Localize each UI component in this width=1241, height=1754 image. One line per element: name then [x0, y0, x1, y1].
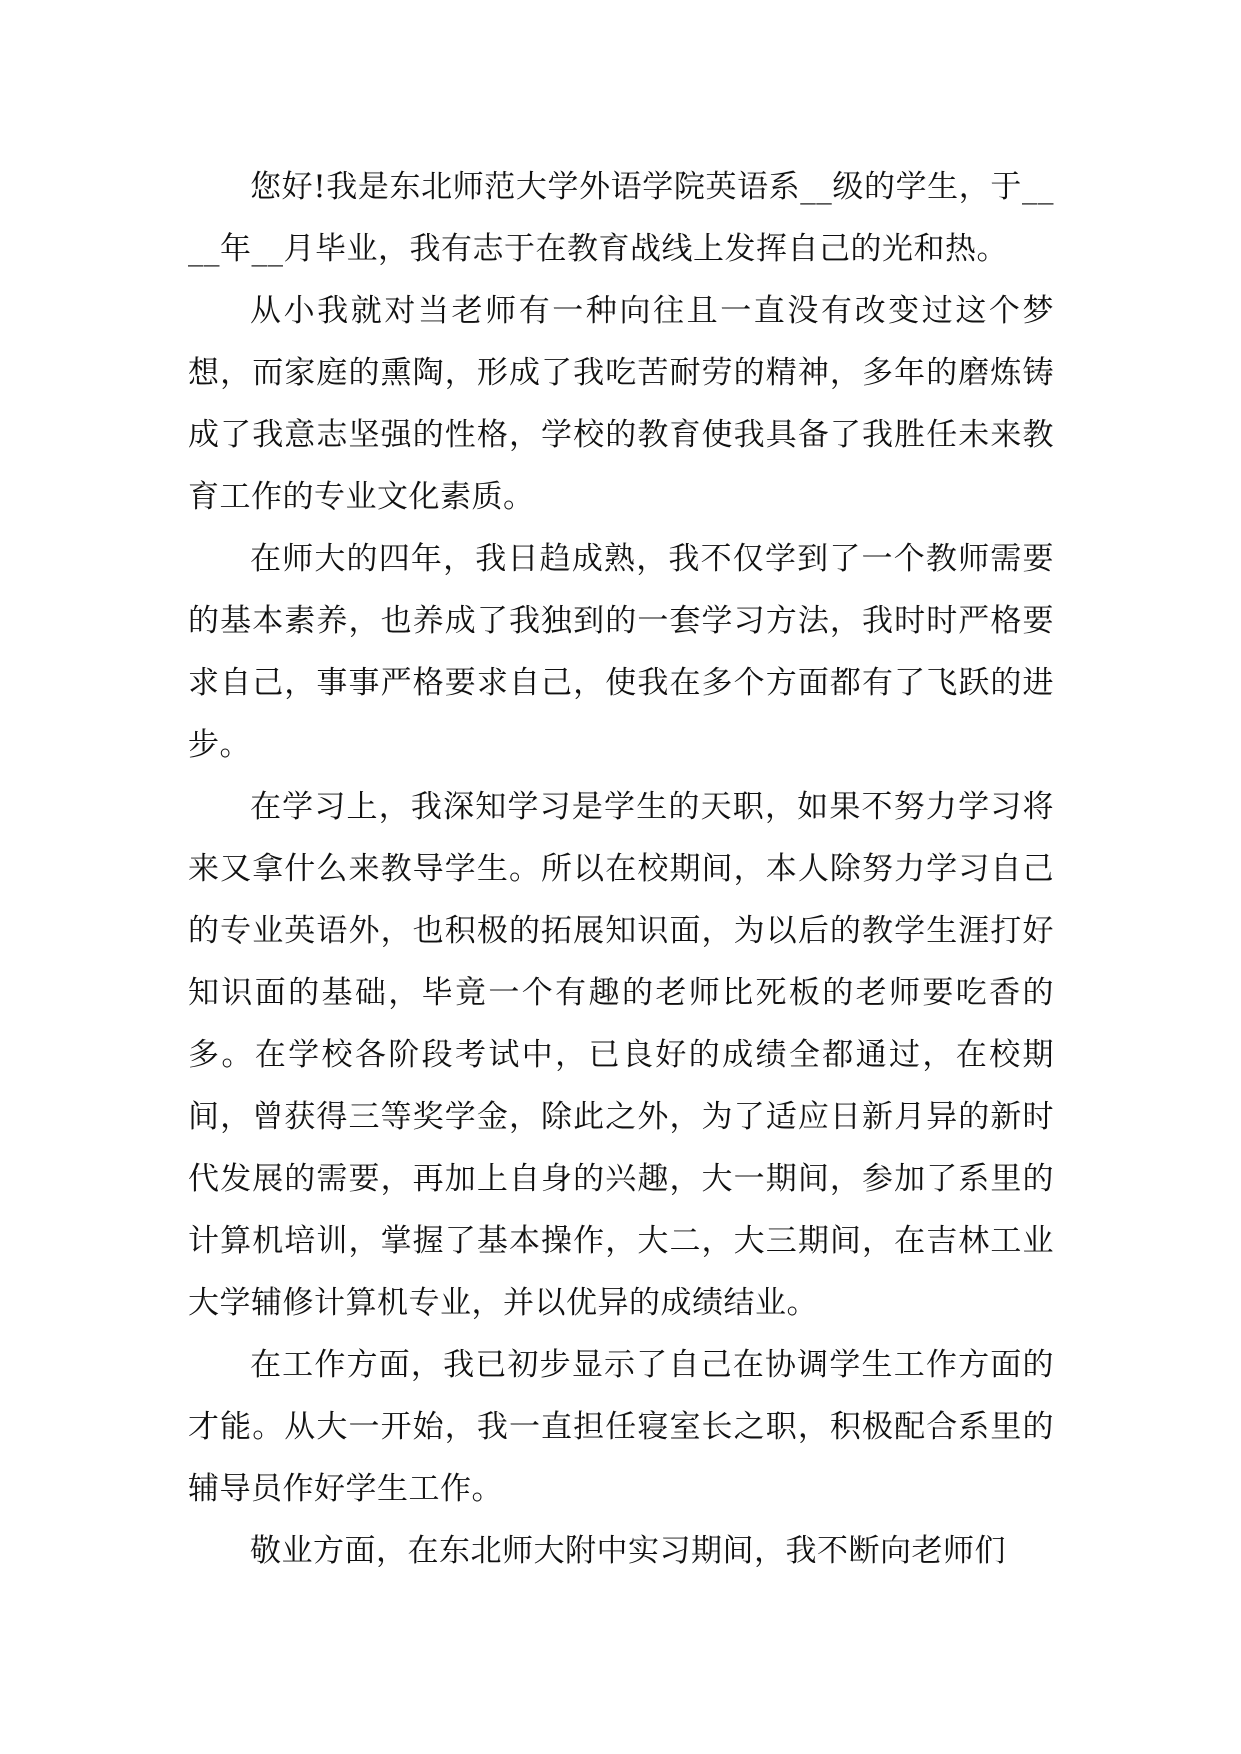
paragraph-greeting: 您好!我是东北师范大学外语学院英语系__级的学生，于____年__月毕业，我有志于在教育战线上发挥自己的光和热。	[188, 169, 1054, 267]
paragraph-university-years: 在师大的四年，我日趋成熟，我不仅学到了一个教师需要的基本素养，也养成了我独到的一套学习方法，我时时严格要求自己，事事严格要求自己，使我在多个方面都有了飞跃的进步。	[188, 541, 1054, 763]
paragraph-study: 在学习上，我深知学习是学生的天职，如果不努力学习将来又拿什么来教导学生。所以在校期间，本人除努力学习自己的专业英语外，也积极的拓展知识面，为以后的教学生涯打好知识面的基础，毕竟一个有趣的老师比死板的老师要吃香的多。在学校各阶段考试中，已良好的成绩全都通过，在校期间，曾获得三等奖学金，除此之外，为了适应日新月异的新时代发展的需要，再加上自身的兴趣，大一期间，参加了系里的计算机培训，掌握了基本操作，大二，大三期间，在吉林工业大学辅修计算机专业，并以优异的成绩结业。	[188, 789, 1054, 1321]
paragraph-work: 在工作方面，我已初步显示了自己在协调学生工作方面的才能。从大一开始，我一直担任寝室长之职，积极配合系里的辅导员作好学生工作。	[188, 1347, 1054, 1507]
paragraph-aspiration: 从小我就对当老师有一种向往且一直没有改变过这个梦想，而家庭的熏陶，形成了我吃苦耐劳的精神，多年的磨炼铸成了我意志坚强的性格，学校的教育使我具备了我胜任未来教育工作的专业文化素质。	[188, 293, 1054, 515]
letter-body	[188, 156, 1054, 1582]
paragraph-dedication: 敬业方面，在东北师大附中实习期间，我不断向老师们	[250, 1533, 1006, 1569]
